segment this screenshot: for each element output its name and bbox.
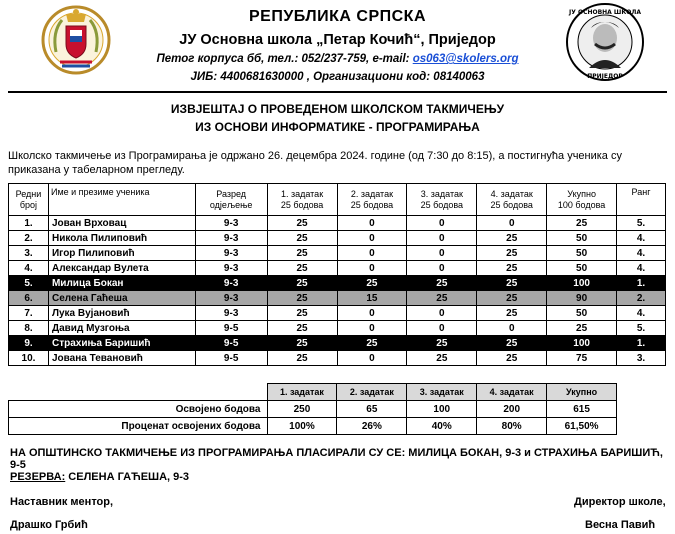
- cell-rank: 1.: [617, 276, 666, 291]
- cell-class: 9-3: [195, 306, 267, 321]
- cell-task2: 0: [337, 216, 407, 231]
- cell-name: Никола Пилиповић: [48, 231, 195, 246]
- cell-task1: 25: [267, 261, 337, 276]
- cell-rank: 4.: [617, 231, 666, 246]
- cell-task2: 0: [337, 261, 407, 276]
- cell-no: 8.: [9, 321, 49, 336]
- intro-text: Школско такмичење из Програмирања је одржано 26. децембра 2024. године (од 7:30 до 8:15), а постигнућа ученика су приказана у табеларном прегледу.: [8, 150, 622, 176]
- table-row: [9, 246, 666, 261]
- summary-header-task3: 3. задатак: [407, 384, 477, 401]
- col-header-rank: Ранг: [617, 184, 666, 216]
- summary-cell: 615: [547, 401, 617, 418]
- mentor-title: Наставник ментор,: [10, 496, 114, 508]
- reserve-label: РЕЗЕРВА:: [10, 471, 66, 483]
- cell-rank: 5.: [617, 216, 666, 231]
- table-row: [9, 261, 666, 276]
- summary-header-task4: 4. задатак: [477, 384, 547, 401]
- table-row: [9, 216, 666, 231]
- cell-class: 9-5: [195, 321, 267, 336]
- cell-task2: 15: [337, 291, 407, 306]
- cell-task4: 0: [477, 216, 547, 231]
- cell-task3: 0: [407, 246, 477, 261]
- address-text: Петог корпуса бб, тел.: 052/237-759, e-mail:: [156, 53, 413, 65]
- col-header-task3: 3. задатак 25 бодова: [407, 184, 477, 216]
- qualified-text: НА ОПШТИНСКО ТАКМИЧЕЊЕ ИЗ ПРОГРАМИРАЊА ПЛАСИРАЛИ СУ СЕ: МИЛИЦА БОКАН, 9-3 и СТРАХИЊА БАРИШИЋ, 9-5: [10, 447, 663, 471]
- cell-no: 10.: [9, 351, 49, 366]
- cell-no: 2.: [9, 231, 49, 246]
- summary-cell: 61,50%: [547, 418, 617, 435]
- table-row: [9, 336, 666, 351]
- report-title-line2: ИЗ ОСНОВИ ИНФОРМАТИКЕ - ПРОГРАМИРАЊА: [195, 120, 480, 134]
- director-title: Директор школе,: [574, 496, 666, 508]
- cell-total: 75: [547, 351, 617, 366]
- summary-header-task1: 1. задатак: [267, 384, 337, 401]
- header-title: РЕПУБЛИКА СРПСКА: [249, 8, 426, 25]
- cell-task1: 25: [267, 351, 337, 366]
- cell-task3: 25: [407, 276, 477, 291]
- cell-rank: 1.: [617, 336, 666, 351]
- cell-name: Александар Вулета: [48, 261, 195, 276]
- cell-rank: 4.: [617, 246, 666, 261]
- cell-task4: 25: [477, 276, 547, 291]
- summary-cell: 40%: [407, 418, 477, 435]
- summary-header-blank: [9, 384, 268, 401]
- cell-task4: 25: [477, 336, 547, 351]
- cell-task4: 25: [477, 351, 547, 366]
- cell-task3: 0: [407, 321, 477, 336]
- cell-name: Милица Бокан: [48, 276, 195, 291]
- summary-cell: 100%: [267, 418, 337, 435]
- cell-rank: 5.: [617, 321, 666, 336]
- cell-task3: 25: [407, 351, 477, 366]
- cell-class: 9-5: [195, 336, 267, 351]
- cell-class: 9-3: [195, 216, 267, 231]
- cell-task1: 25: [267, 216, 337, 231]
- cell-task4: 25: [477, 231, 547, 246]
- report-title-line1: ИЗВЈЕШТАЈ О ПРОВЕДЕНОМ ШКОЛСКОМ ТАКМИЧЕЊУ: [170, 102, 505, 116]
- cell-task2: 25: [337, 276, 407, 291]
- cell-task1: 25: [267, 321, 337, 336]
- table-header-row: [9, 184, 666, 216]
- summary-cell: 26%: [337, 418, 407, 435]
- summary-row-points: [9, 401, 666, 418]
- cell-name: Игор Пилиповић: [48, 246, 195, 261]
- cell-total: 25: [547, 216, 617, 231]
- cell-no: 4.: [9, 261, 49, 276]
- table-row: [9, 306, 666, 321]
- cell-total: 100: [547, 336, 617, 351]
- col-header-task1: 1. задатак 25 бодова: [267, 184, 337, 216]
- school-name: ЈУ Основна школа „Петар Кочић“, Приједор: [179, 32, 496, 48]
- summary-label: Проценат освојених бодова: [9, 418, 268, 435]
- svg-text:ЈУ ОСНОВНА ШКОЛА: ЈУ ОСНОВНА ШКОЛА: [569, 9, 641, 16]
- table-row: [9, 276, 666, 291]
- cell-total: 90: [547, 291, 617, 306]
- cell-no: 9.: [9, 336, 49, 351]
- cell-task3: 0: [407, 306, 477, 321]
- cell-task1: 25: [267, 291, 337, 306]
- summary-header-total: Укупно: [547, 384, 617, 401]
- cell-task4: 25: [477, 246, 547, 261]
- cell-task4: 25: [477, 261, 547, 276]
- results-table: [8, 183, 666, 366]
- cell-task3: 0: [407, 261, 477, 276]
- table-row: [9, 351, 666, 366]
- cell-rank: 3.: [617, 351, 666, 366]
- cell-task2: 0: [337, 351, 407, 366]
- cell-no: 5.: [9, 276, 49, 291]
- cell-class: 9-3: [195, 276, 267, 291]
- cell-rank: 4.: [617, 306, 666, 321]
- cell-name: Селена Гаћеша: [48, 291, 195, 306]
- header-divider: [8, 91, 667, 93]
- cell-task3: 0: [407, 231, 477, 246]
- summary-cell: 65: [337, 401, 407, 418]
- col-header-no: Редни број: [9, 184, 49, 216]
- col-header-total: Укупно 100 бодова: [547, 184, 617, 216]
- cell-task3: 0: [407, 216, 477, 231]
- cell-rank: 4.: [617, 261, 666, 276]
- director-name: Весна Павић: [585, 519, 656, 531]
- cell-class: 9-3: [195, 231, 267, 246]
- cell-total: 25: [547, 321, 617, 336]
- cell-task1: 25: [267, 306, 337, 321]
- school-address: [0, 53, 675, 65]
- cell-task1: 25: [267, 246, 337, 261]
- cell-total: 50: [547, 306, 617, 321]
- reserve-value: СЕЛЕНА ГАЋЕША, 9-3: [65, 471, 190, 483]
- cell-rank: 2.: [617, 291, 666, 306]
- cell-name: Јован Врховац: [48, 216, 195, 231]
- summary-cell: 200: [477, 401, 547, 418]
- cell-task3: 25: [407, 291, 477, 306]
- cell-task1: 25: [267, 336, 337, 351]
- cell-task1: 25: [267, 276, 337, 291]
- cell-class: 9-3: [195, 246, 267, 261]
- summary-label: Освојено бодова: [9, 401, 268, 418]
- cell-name: Лука Вујановић: [48, 306, 195, 321]
- cell-name: Јована Тевановић: [48, 351, 195, 366]
- summary-header-task2: 2. задатак: [337, 384, 407, 401]
- table-row: [9, 321, 666, 336]
- col-header-class: Разред одјељење: [195, 184, 267, 216]
- cell-no: 7.: [9, 306, 49, 321]
- cell-no: 6.: [9, 291, 49, 306]
- summary-blank: [617, 401, 666, 418]
- table-row: [9, 231, 666, 246]
- cell-task2: 0: [337, 306, 407, 321]
- table-row: [9, 291, 666, 306]
- cell-task2: 25: [337, 336, 407, 351]
- cell-task4: 0: [477, 321, 547, 336]
- summary-header-row: [9, 384, 666, 401]
- cell-no: 1.: [9, 216, 49, 231]
- summary-row-percent: [9, 418, 666, 435]
- cell-task1: 25: [267, 231, 337, 246]
- mentor-name: Драшко Грбић: [10, 519, 88, 531]
- cell-task3: 25: [407, 336, 477, 351]
- summary-table: [8, 383, 666, 435]
- school-ids: ЈИБ: 4400681630000 , Организациони код: 08140063: [190, 71, 485, 83]
- cell-total: 50: [547, 246, 617, 261]
- summary-cell: 80%: [477, 418, 547, 435]
- cell-class: 9-5: [195, 351, 267, 366]
- col-header-task2: 2. задатак 25 бодова: [337, 184, 407, 216]
- reserve-line: [10, 471, 189, 483]
- summary-blank: [617, 418, 666, 435]
- cell-task2: 0: [337, 246, 407, 261]
- cell-total: 50: [547, 231, 617, 246]
- cell-total: 100: [547, 276, 617, 291]
- cell-name: Страхиња Баришић: [48, 336, 195, 351]
- cell-no: 3.: [9, 246, 49, 261]
- cell-task2: 0: [337, 321, 407, 336]
- summary-cell: 250: [267, 401, 337, 418]
- summary-header-blank-end: [617, 384, 666, 401]
- cell-name: Давид Музгоња: [48, 321, 195, 336]
- email-link[interactable]: os063@skolers.org: [412, 53, 519, 65]
- cell-class: 9-3: [195, 291, 267, 306]
- svg-text:ПРИЈЕДОР: ПРИЈЕДОР: [587, 73, 623, 80]
- col-header-task4: 4. задатак 25 бодова: [477, 184, 547, 216]
- col-header-name: Име и презиме ученика: [48, 184, 195, 216]
- cell-task4: 25: [477, 306, 547, 321]
- cell-class: 9-3: [195, 261, 267, 276]
- summary-cell: 100: [407, 401, 477, 418]
- cell-total: 50: [547, 261, 617, 276]
- cell-task2: 0: [337, 231, 407, 246]
- cell-task4: 25: [477, 291, 547, 306]
